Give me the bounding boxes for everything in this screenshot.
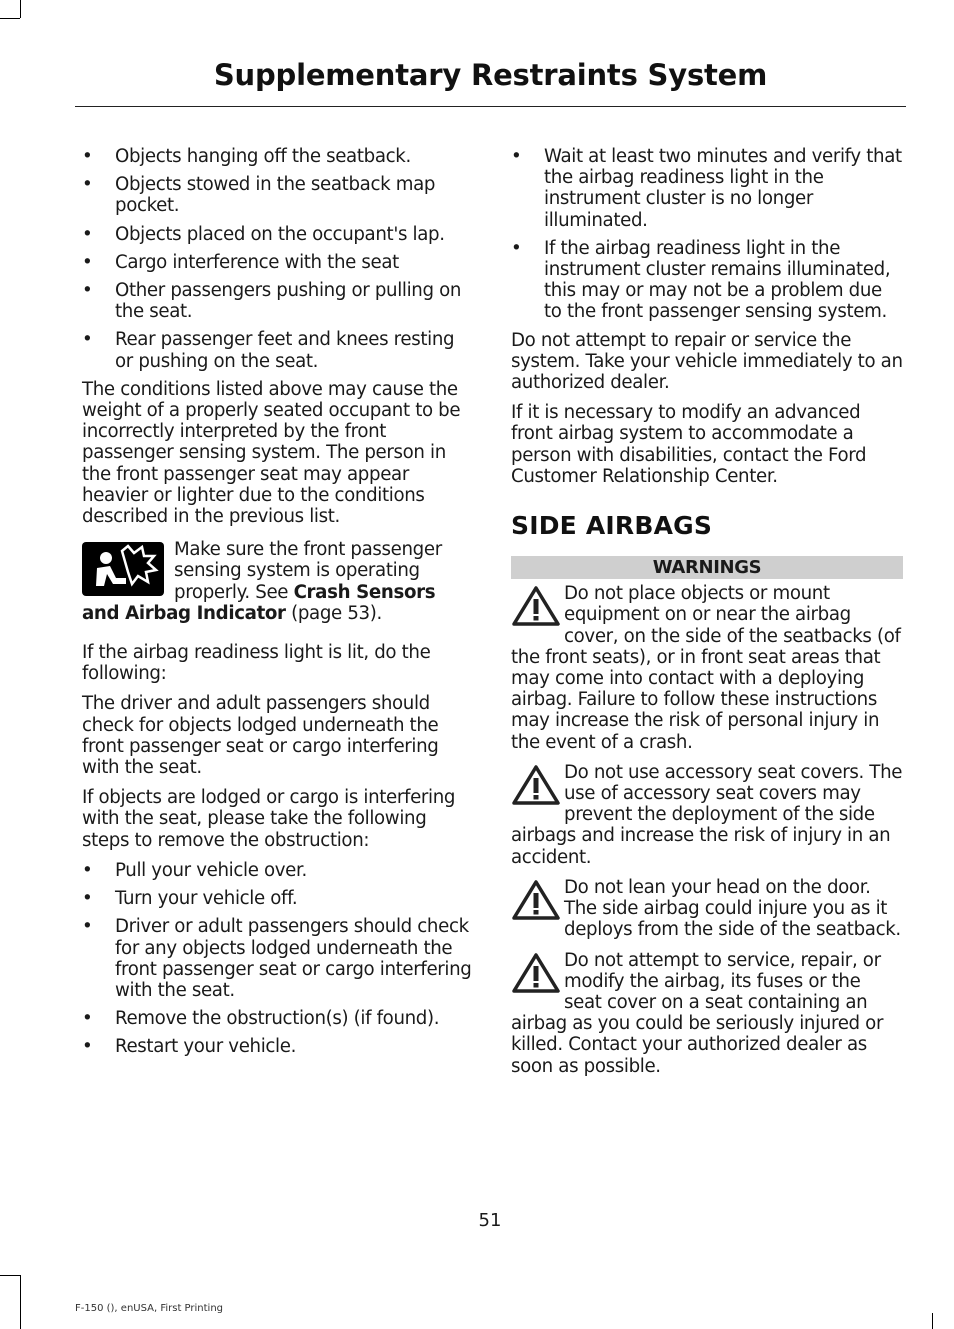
crop-mark [932,1313,933,1329]
page-title: Supplementary Restraints System [213,58,768,92]
conditions-list [82,146,474,372]
list-item: • Objects placed on the occupant's lap. [82,223,445,245]
readiness-list [511,146,903,323]
list-item: • Pull your vehicle over. [82,859,307,881]
paragraph: The driver and adult passengers should check for objects lodged underneath the front passenger seat or cargo interfering with the seat. [82,693,439,779]
right-column [511,146,903,1086]
crash-sensors-link[interactable]: Crash Sensors and Airbag Indicator [82,581,436,624]
crop-mark [20,1275,21,1329]
bullet: • [82,251,93,273]
list-item: • Objects hanging off the seatback. [82,146,411,167]
warning-triangle-icon [511,584,561,628]
airbag-warning-icon [82,542,164,596]
crop-mark [0,1275,20,1276]
paragraph: If it is necessary to modify an advanced front airbag system to accommodate a person with disabilities, contact the Ford Customer Relationship Center. [511,402,867,487]
bullet: • [82,859,93,881]
bullet: • [82,329,93,351]
page-number: 51 [478,1210,502,1231]
bullet: • [82,1008,93,1030]
bullet: • [511,237,522,259]
title-rule [75,106,906,107]
paragraph: If objects are lodged or cargo is interfering with the seat, please take the following steps to remove the obstruction: [82,787,456,851]
left-column [82,146,474,1065]
list-item: • Rear passenger feet and knees resting or pushing on the seat. [82,329,455,372]
crop-mark [0,18,20,19]
list-item: • Restart your vehicle. [82,1036,297,1058]
bullet: • [82,916,93,938]
airbag-callout: Make sure the front passenger sensing system is operating properly. See Crash Sensors and Airbag Indicator (page 53). [82,539,442,624]
paragraph: Do not attempt to repair or service the system. Take your vehicle immediately to an authorized dealer. [511,329,903,394]
bullet: • [82,146,93,167]
list-item: • Turn your vehicle off. [82,888,298,910]
list-item: • Objects stowed in the seatback map pocket. [82,174,436,217]
bullet: • [82,888,93,910]
warning-triangle-icon [511,763,561,807]
bullet: • [82,223,93,245]
warning-block: Do not lean your head on the door. The side airbag could injure you as it deploys from the side of the seatback. [511,877,903,941]
bullet: • [82,280,93,302]
list-item: • If the airbag readiness light in the instrument cluster remains illuminated, this may or may not be a problem due to the front passenger sensing system. [511,237,891,323]
warning-block: Do not place objects or mount equipment on or near the airbag cover, on the side of the seatbacks (of the front seats), or in front seat areas that may come into contact with a deploying airbag. Failure to follow these instructions may increase the risk of personal injury in the event of a crash. [511,583,901,753]
section-title: SIDE AIRBAGS [511,511,713,541]
crop-mark [20,0,21,18]
paragraph: If the airbag readiness light is lit, do the following: [82,642,431,685]
list-item: • Wait at least two minutes and verify that the airbag readiness light in the instrument cluster is no longer illuminated. [511,146,902,231]
list-item: • Driver or adult passengers should check for any objects lodged underneath the front passenger seat or cargo interfering with the seat. [82,916,472,1001]
list-item: • Remove the obstruction(s) (if found). [82,1008,440,1030]
warning-block: Do not attempt to service, repair, or modify the airbag, its fuses or the seat cover on a seat containing an airbag as you could be seriously injured or killed. Contact your authorized dealer as soon as possible. [511,949,884,1077]
warning-triangle-icon [511,878,561,922]
list-item: • Other passengers pushing or pulling on the seat. [82,280,462,323]
paragraph: The conditions listed above may cause the weight of a properly seated occupant to be incorrectly interpreted by the front passenger sensing system. The person in the front passenger seat may appear heavier or lighter due to the conditions described in the previous list. [82,378,461,528]
steps-list [82,860,474,1058]
warning-block: Do not use accessory seat covers. The use of accessory seat covers may prevent the deployment of the side airbags and increase the risk of injury in an accident. [511,761,903,868]
bullet: • [82,1036,93,1058]
list-item: • Cargo interference with the seat [82,251,399,273]
bullet: • [511,146,522,167]
print-footer: F-150 (), enUSA, First Printing [75,1303,224,1314]
warnings-header: WARNINGS [511,556,903,579]
warning-triangle-icon [511,951,561,995]
bullet: • [82,174,93,196]
